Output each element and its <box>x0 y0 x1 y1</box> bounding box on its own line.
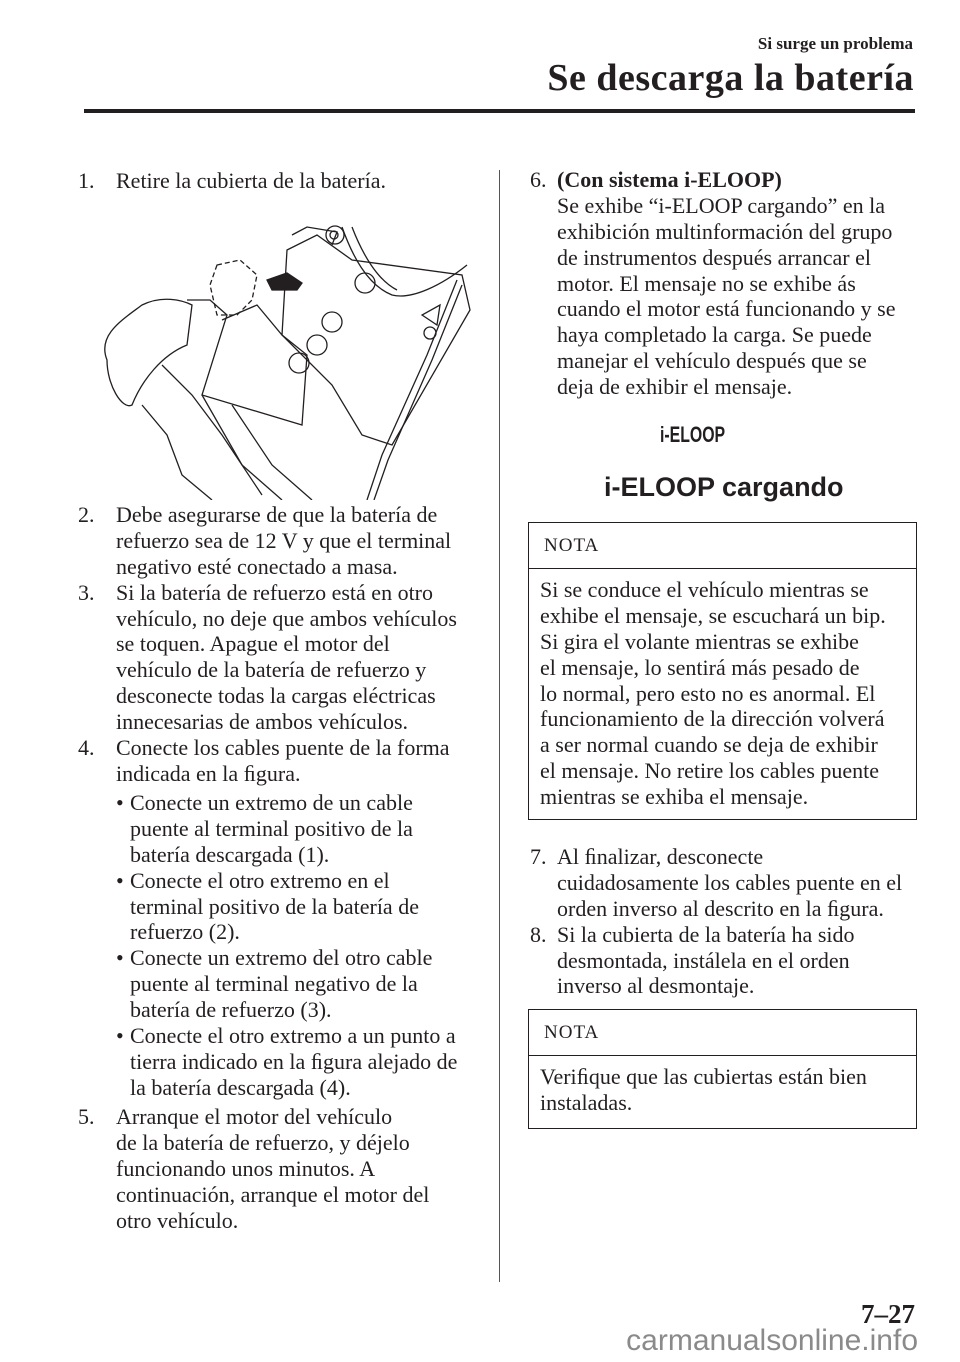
step-number: 8. <box>530 921 547 947</box>
steps-2-4 <box>78 502 457 787</box>
step-number: 7. <box>530 844 547 869</box>
text-line: haya completado la carga. Se puede <box>557 322 872 348</box>
text-line: de la batería de refuerzo, y déjelo <box>116 1129 410 1155</box>
text-line: inverso al desmontaje. <box>557 973 755 999</box>
step-number: 2. <box>78 502 95 527</box>
text-line: negativo esté conectado a masa. <box>116 553 398 579</box>
numbered-step <box>116 868 457 946</box>
note-title: NOTA <box>529 1010 916 1056</box>
text-line: exhibición multinformación del grupo <box>557 218 893 244</box>
step-6-heading: (Con sistema i-ELOOP) <box>557 167 782 192</box>
text-line: Si se conduce el vehículo mientras se <box>540 577 869 602</box>
text-line: batería descargada (1). <box>130 841 330 867</box>
header-rule <box>84 109 915 113</box>
text-line: funcionamiento de la dirección volverá <box>540 706 885 732</box>
text-line: exhibe el mensaje, se escuchará un bip. <box>540 602 886 628</box>
page-title: Se descarga la batería <box>547 57 914 99</box>
text-line: Se exhibe “i-ELOOP cargando” en la <box>557 192 886 218</box>
text-line: puente al terminal positivo de la <box>130 815 413 841</box>
step-number: 1. <box>78 168 95 193</box>
text-line: motor. El mensaje no se exhibe ás <box>557 270 856 296</box>
step-number: • <box>116 945 124 971</box>
text-line: lo normal, pero esto no es anormal. El <box>540 680 876 706</box>
text-line: Arranque el motor del vehículo <box>116 1104 393 1129</box>
step-1 <box>78 168 386 194</box>
step-number: 3. <box>78 579 95 605</box>
text-line: refuerzo sea de 12 V y que el terminal <box>116 527 452 553</box>
text-line: batería de refuerzo (3). <box>130 997 332 1023</box>
text-line: funcionando unos minutos. A <box>116 1155 376 1181</box>
step-number: 6. <box>530 167 547 192</box>
text-line: innecesarias de ambos vehículos. <box>116 709 409 735</box>
numbered-step <box>78 502 457 580</box>
numbered-step <box>116 790 457 868</box>
section-header: Si surge un problema <box>757 34 913 53</box>
text-line: Conecte los cables puente de la forma <box>116 735 450 761</box>
text-line: Retire la cubierta de la batería. <box>116 168 386 193</box>
numbered-step <box>78 168 386 194</box>
steps-7-8 <box>530 844 902 999</box>
text-line: vehículo, no deje que ambos vehículos <box>116 605 457 631</box>
text-line: terminal positivo de la batería de <box>130 893 419 919</box>
step-number: • <box>116 790 124 815</box>
text-line: indicada en la ﬁgura. <box>116 760 301 786</box>
note-box <box>528 522 917 820</box>
text-line: Si la cubierta de la batería ha sido <box>557 921 855 947</box>
text-line: Veriﬁque que las cubiertas están bien <box>540 1064 867 1089</box>
text-line: refuerzo (2). <box>130 919 240 945</box>
note-title: NOTA <box>529 523 916 569</box>
text-line: mientras se exhiba el mensaje. <box>540 784 809 810</box>
step-number: • <box>116 867 124 893</box>
text-line: desconecte todas la cargas eléctricas <box>116 683 436 709</box>
connection-bullets <box>116 790 457 1101</box>
text-line: Conecte el otro extremo a un punto a <box>130 1023 456 1049</box>
text-line: puente al terminal negativo de la <box>130 971 418 997</box>
step-number: 4. <box>78 735 95 761</box>
numbered-step <box>116 1023 457 1101</box>
numbered-step <box>78 735 457 787</box>
text-line: Debe asegurarse de que la batería de <box>116 502 438 527</box>
text-line: otro vehículo. <box>116 1207 239 1233</box>
text-line: instaladas. <box>540 1089 633 1115</box>
numbered-step <box>530 922 902 1000</box>
text-line: desmontada, instálela en el orden <box>557 947 850 973</box>
i-eloop-logo: i-ELOOP <box>660 422 726 447</box>
text-line: Si la batería de refuerzo está en otro <box>116 579 434 605</box>
numbered-step <box>78 580 457 735</box>
text-line: manejar el vehículo después que se <box>557 348 867 374</box>
text-line: continuación, arranque el motor del <box>116 1181 430 1207</box>
battery-cover-removal-illustration <box>92 205 477 500</box>
text-line: Conecte el otro extremo en el <box>130 867 390 893</box>
text-line: se toquen. Apague el motor del <box>116 631 390 657</box>
text-line: Si gira el volante mientras se exhibe <box>540 628 859 654</box>
text-line: cuidadosamente los cables puente en el <box>557 869 903 895</box>
text-line: el mensaje, lo sentirá más pesado de <box>540 654 860 680</box>
step-number: • <box>116 1023 124 1049</box>
text-line: de instrumentos después arrancar el <box>557 244 871 270</box>
text-line: Conecte un extremo del otro cable <box>130 945 433 971</box>
text-line: Al ﬁnalizar, desconecte <box>557 844 764 869</box>
text-line: la batería descargada (4). <box>130 1074 351 1100</box>
note-box-2 <box>528 1009 917 1129</box>
text-line: tierra indicado en la ﬁgura alejado de <box>130 1048 458 1074</box>
text-line: el mensaje. No retire los cables puente <box>540 758 880 784</box>
text-line: orden inverso al descrito en la ﬁgura. <box>557 895 884 921</box>
text-line: a ser normal cuando se deja de exhibir <box>540 732 878 758</box>
step-6 <box>530 167 895 400</box>
step-5 <box>78 1104 429 1233</box>
text-line: vehículo de la batería de refuerzo y <box>116 657 427 683</box>
step-number: 5. <box>78 1104 95 1129</box>
display-message: i-ELOOP cargando <box>604 472 844 502</box>
watermark: carmanualsonline.info <box>626 1324 918 1357</box>
numbered-step <box>530 844 902 922</box>
numbered-step <box>78 1104 429 1233</box>
numbered-step <box>116 945 457 1023</box>
text-line: deja de exhibir el mensaje. <box>557 374 793 400</box>
text-line: cuando el motor está funcionando y se <box>557 296 896 322</box>
text-line: Conecte un extremo de un cable <box>130 790 413 815</box>
column-divider <box>499 170 500 1282</box>
page-number: 7–27 <box>861 1299 915 1329</box>
